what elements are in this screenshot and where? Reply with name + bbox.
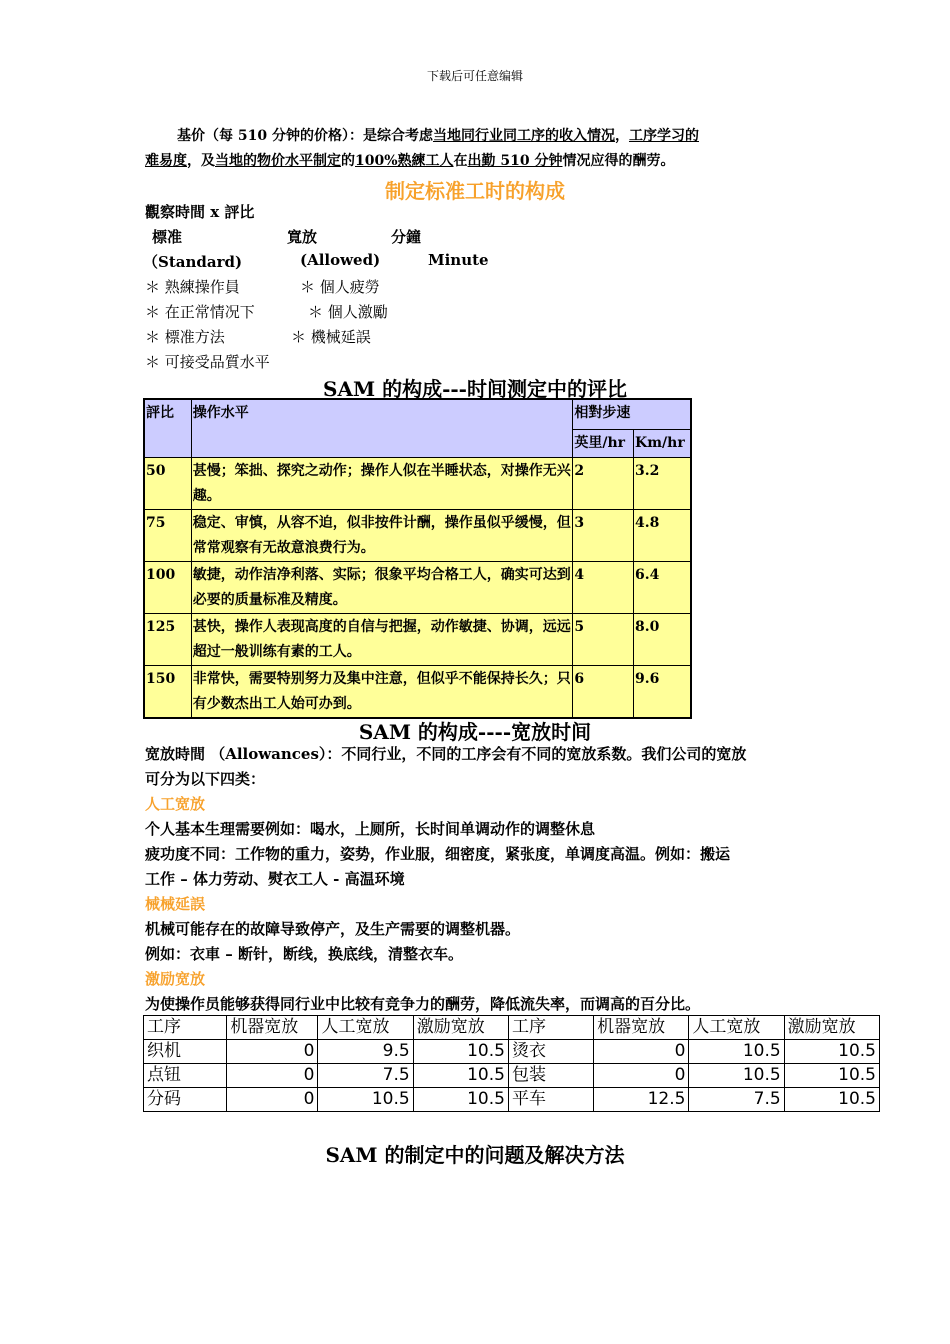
process-name: 包装 xyxy=(508,1064,593,1088)
header-process: 工序 xyxy=(144,1016,227,1040)
rating-mph: 4 xyxy=(573,562,634,614)
table-header-row xyxy=(144,1016,880,1040)
incentive-allowance: 10.5 xyxy=(413,1088,508,1112)
table-row xyxy=(144,458,691,510)
header-incentive-allowance: 激励宽放 xyxy=(784,1016,879,1040)
header-incentive-allowance: 激励宽放 xyxy=(413,1016,508,1040)
process-name: 分码 xyxy=(144,1088,227,1112)
header-mph: 英里/hr xyxy=(573,430,634,458)
table-row xyxy=(144,510,691,562)
intro-paragraph: 基价（每 510 分钟的价格）：是综合考虑当地同行业同工序的收入情况，工序学习的 难易度，及当地的物价水平制定的100%熟練工人在出勤 510 分钟情况应得的酬劳。 xyxy=(145,128,699,169)
rating-kmh: 3.2 xyxy=(634,458,691,510)
table-row xyxy=(144,1064,880,1088)
rating-description: 非常快，需要特别努力及集中注意，但似乎不能保持长久；只有少数杰出工人始可办到。 xyxy=(191,666,573,719)
personal-allowance-line3: 工作 – 体力劳动、熨衣工人 - 高温环境 xyxy=(145,870,405,888)
subheading-machine-delay: 械械延誤 xyxy=(145,895,206,913)
bullet-personal-incentive: ＊ 個人激勵 xyxy=(308,303,388,321)
machine-allowance: 0 xyxy=(227,1040,318,1064)
machine-allowance: 0 xyxy=(227,1064,318,1088)
incentive-allowance: 10.5 xyxy=(784,1064,879,1088)
rating-table xyxy=(143,398,692,719)
personal-allowance: 7.5 xyxy=(318,1064,413,1088)
machine-allowance: 0 xyxy=(227,1088,318,1112)
formula-allowed: 寬放 xyxy=(287,228,318,246)
formula-standard: 標准 xyxy=(152,228,183,246)
table-row xyxy=(144,1088,880,1112)
header-personal-allowance: 人工宽放 xyxy=(318,1016,413,1040)
bullet-skilled-operator: ＊ 熟練操作員 xyxy=(145,278,240,296)
personal-allowance: 10.5 xyxy=(689,1064,784,1088)
allowance-intro-line2: 可分为以下四类： xyxy=(145,770,266,788)
rating-description: 甚快，操作人表现高度的自信与把握，动作敏捷、协调，远远超过一般训练有素的工人。 xyxy=(191,614,573,666)
personal-allowance: 9.5 xyxy=(318,1040,413,1064)
incentive-allowance: 10.5 xyxy=(784,1040,879,1064)
rating-mph: 5 xyxy=(573,614,634,666)
rating-value: 50 xyxy=(144,458,191,510)
rating-kmh: 4.8 xyxy=(634,510,691,562)
machine-allowance: 0 xyxy=(594,1040,689,1064)
personal-allowance: 7.5 xyxy=(689,1088,784,1112)
formula-standard-en: （Standard) xyxy=(143,253,243,271)
subheading-incentive-allowance: 激励宽放 xyxy=(145,970,206,988)
bullet-personal-fatigue: ＊ 個人疲勞 xyxy=(300,278,380,296)
rating-kmh: 8.0 xyxy=(634,614,691,666)
bullet-machine-delay: ＊ 機械延誤 xyxy=(291,328,371,346)
header-machine-allowance: 机器宽放 xyxy=(227,1016,318,1040)
bullet-quality-level: ＊ 可接受品質水平 xyxy=(145,353,270,371)
personal-allowance-line2: 疲功度不同：工作物的重力，姿势，作业服，细密度，紧张度，单调度高温。例如：搬运 xyxy=(145,845,731,863)
section-title-problems: SAM 的制定中的问题及解决方法 xyxy=(325,1143,625,1167)
rating-kmh: 6.4 xyxy=(634,562,691,614)
rating-mph: 2 xyxy=(573,458,634,510)
rating-value: 100 xyxy=(144,562,191,614)
section-title-allowance: SAM 的构成----宽放时间 xyxy=(358,720,592,744)
bullet-normal-conditions: ＊ 在正常情况下 xyxy=(145,303,255,321)
incentive-allowance: 10.5 xyxy=(784,1088,879,1112)
machine-delay-line2: 例如：衣車 – 断针，断线，换底线，清整衣车。 xyxy=(145,945,463,963)
incentive-allowance-line1: 为使操作员能够获得同行业中比较有竞争力的酬劳，降低流失率，而调高的百分比。 xyxy=(145,995,701,1013)
subheading-personal-allowance: 人工宽放 xyxy=(145,795,206,813)
table-row xyxy=(144,666,691,719)
formula-minute-en: Minute xyxy=(428,251,489,269)
machine-delay-line1: 机械可能存在的故障导致停产，及生产需要的调整机器。 xyxy=(145,920,521,938)
formula-line: 觀察時間 x 評比 xyxy=(145,203,255,221)
header-personal-allowance: 人工宽放 xyxy=(689,1016,784,1040)
rating-mph: 6 xyxy=(573,666,634,719)
allowance-intro-line1: 宽放時間 （Allowances）：不同行业，不同的工序会有不同的宽放系数。我们公司的宽放 xyxy=(145,745,747,763)
header-relative-speed: 相對步速 xyxy=(573,399,691,430)
section-title-standard-time: 制定标准工时的构成 xyxy=(385,179,565,203)
personal-allowance: 10.5 xyxy=(318,1088,413,1112)
table-row xyxy=(144,614,691,666)
formula-minute: 分鐘 xyxy=(391,228,422,246)
process-name: 平车 xyxy=(508,1088,593,1112)
header-process: 工序 xyxy=(508,1016,593,1040)
rating-value: 125 xyxy=(144,614,191,666)
allowance-table xyxy=(143,1015,880,1112)
rating-mph: 3 xyxy=(573,510,634,562)
table-row xyxy=(144,1040,880,1064)
bullet-standard-method: ＊ 標准方法 xyxy=(145,328,225,346)
rating-value: 75 xyxy=(144,510,191,562)
header-machine-allowance: 机器宽放 xyxy=(594,1016,689,1040)
formula-allowed-en: (Allowed) xyxy=(300,251,381,269)
incentive-allowance: 10.5 xyxy=(413,1064,508,1088)
header-rating: 評比 xyxy=(144,399,191,458)
page-header: 下载后可任意编辑 xyxy=(426,69,523,83)
rating-description: 敏捷，动作洁净利落、实际；很象平均合格工人，确实可达到必要的质量标准及精度。 xyxy=(191,562,573,614)
rating-description: 稳定、审慎，从容不迫，似非按件计酬，操作虽似乎缓慢，但常常观察有无故意浪费行为。 xyxy=(191,510,573,562)
process-name: 织机 xyxy=(144,1040,227,1064)
machine-allowance: 12.5 xyxy=(594,1088,689,1112)
section-title-rating: SAM 的构成---时间测定中的评比 xyxy=(323,377,627,401)
header-kmh: Km/hr xyxy=(634,430,691,458)
table-row xyxy=(144,562,691,614)
process-name: 烫衣 xyxy=(508,1040,593,1064)
incentive-allowance: 10.5 xyxy=(413,1040,508,1064)
rating-value: 150 xyxy=(144,666,191,719)
personal-allowance-line1: 个人基本生理需要例如：喝水，上厕所，长时间单调动作的调整休息 xyxy=(145,820,596,838)
header-operation-level: 操作水平 xyxy=(191,399,573,458)
rating-kmh: 9.6 xyxy=(634,666,691,719)
machine-allowance: 0 xyxy=(594,1064,689,1088)
process-name: 点钮 xyxy=(144,1064,227,1088)
personal-allowance: 10.5 xyxy=(689,1040,784,1064)
rating-description: 甚慢；笨拙、探究之动作；操作人似在半睡状态，对操作无兴趣。 xyxy=(191,458,573,510)
